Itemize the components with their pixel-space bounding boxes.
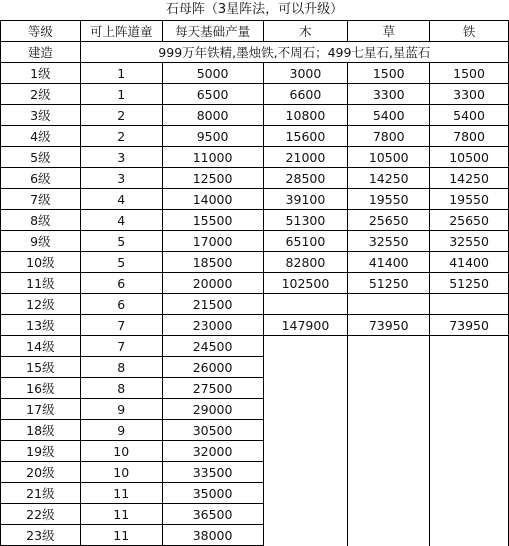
header-grass: 草 (348, 21, 430, 42)
output-cell: 38000 (162, 525, 263, 546)
wood-cell (263, 483, 348, 504)
grass-cell: 32550 (348, 231, 430, 252)
iron-cell: 14250 (430, 168, 509, 189)
header-slots: 可上阵道童 (80, 21, 162, 42)
wood-cell (263, 462, 348, 483)
wood-cell: 65100 (263, 231, 348, 252)
table-row (1, 168, 509, 189)
iron-cell: 1500 (430, 63, 509, 84)
slots-cell: 6 (80, 294, 162, 315)
wood-cell: 6600 (263, 84, 348, 105)
header-level: 等级 (1, 21, 81, 42)
slots-cell: 4 (80, 189, 162, 210)
iron-cell (430, 399, 509, 420)
table-row (1, 105, 509, 126)
slots-cell: 3 (80, 168, 162, 189)
slots-cell: 7 (80, 336, 162, 357)
slots-cell: 10 (80, 441, 162, 462)
level-cell: 18级 (1, 420, 81, 441)
build-row (1, 42, 509, 63)
slots-cell: 10 (80, 462, 162, 483)
slots-cell: 2 (80, 126, 162, 147)
grass-cell: 10500 (348, 147, 430, 168)
table-row (1, 483, 509, 504)
wood-cell (263, 441, 348, 462)
wood-cell: 39100 (263, 189, 348, 210)
header-wood: 木 (263, 21, 348, 42)
iron-cell (430, 420, 509, 441)
output-cell: 8000 (162, 105, 263, 126)
iron-cell: 25650 (430, 210, 509, 231)
level-cell: 20级 (1, 462, 81, 483)
table-row (1, 189, 509, 210)
output-cell: 21500 (162, 294, 263, 315)
table-row (1, 399, 509, 420)
slots-cell: 11 (80, 525, 162, 546)
grass-cell (348, 483, 430, 504)
iron-cell: 19550 (430, 189, 509, 210)
slots-cell: 3 (80, 147, 162, 168)
build-label: 建造 (1, 42, 81, 63)
output-cell: 36500 (162, 504, 263, 525)
grass-cell: 51250 (348, 273, 430, 294)
grass-cell (348, 336, 430, 357)
table-row (1, 378, 509, 399)
iron-cell (430, 357, 509, 378)
level-cell: 3级 (1, 105, 81, 126)
slots-cell: 1 (80, 63, 162, 84)
table-row (1, 294, 509, 315)
grass-cell (348, 357, 430, 378)
slots-cell: 5 (80, 252, 162, 273)
level-cell: 11级 (1, 273, 81, 294)
header-row (1, 21, 509, 42)
table-row (1, 420, 509, 441)
iron-cell (430, 336, 509, 357)
table-row (1, 147, 509, 168)
level-cell: 13级 (1, 315, 81, 336)
grass-cell: 19550 (348, 189, 430, 210)
slots-cell: 1 (80, 84, 162, 105)
grass-cell (348, 441, 430, 462)
output-cell: 27500 (162, 378, 263, 399)
grass-cell: 1500 (348, 63, 430, 84)
wood-cell: 3000 (263, 63, 348, 84)
slots-cell: 2 (80, 105, 162, 126)
stone-array-table (0, 20, 509, 546)
wood-cell: 51300 (263, 210, 348, 231)
slots-cell: 5 (80, 231, 162, 252)
wood-cell (263, 525, 348, 546)
level-cell: 15级 (1, 357, 81, 378)
table-row (1, 315, 509, 336)
level-cell: 17级 (1, 399, 81, 420)
wood-cell (263, 420, 348, 441)
table-row (1, 441, 509, 462)
wood-cell (263, 336, 348, 357)
iron-cell (430, 462, 509, 483)
iron-cell: 7800 (430, 126, 509, 147)
grass-cell: 3300 (348, 84, 430, 105)
table-row (1, 504, 509, 525)
table-row (1, 252, 509, 273)
grass-cell: 5400 (348, 105, 430, 126)
slots-cell: 8 (80, 357, 162, 378)
grass-cell (348, 378, 430, 399)
grass-cell (348, 399, 430, 420)
table-row (1, 84, 509, 105)
iron-cell: 5400 (430, 105, 509, 126)
level-cell: 21级 (1, 483, 81, 504)
slots-cell: 11 (80, 483, 162, 504)
grass-cell: 14250 (348, 168, 430, 189)
output-cell: 11000 (162, 147, 263, 168)
slots-cell: 11 (80, 504, 162, 525)
iron-cell: 73950 (430, 315, 509, 336)
output-cell: 29000 (162, 399, 263, 420)
output-cell: 23000 (162, 315, 263, 336)
grass-cell: 7800 (348, 126, 430, 147)
table-row (1, 126, 509, 147)
table-row (1, 357, 509, 378)
slots-cell: 9 (80, 399, 162, 420)
output-cell: 35000 (162, 483, 263, 504)
grass-cell (348, 420, 430, 441)
grass-cell: 41400 (348, 252, 430, 273)
slots-cell: 6 (80, 273, 162, 294)
grass-cell (348, 504, 430, 525)
level-cell: 5级 (1, 147, 81, 168)
output-cell: 20000 (162, 273, 263, 294)
output-cell: 15500 (162, 210, 263, 231)
grass-cell (348, 525, 430, 546)
slots-cell: 7 (80, 315, 162, 336)
output-cell: 17000 (162, 231, 263, 252)
output-cell: 6500 (162, 84, 263, 105)
level-cell: 19级 (1, 441, 81, 462)
iron-cell (430, 504, 509, 525)
level-cell: 10级 (1, 252, 81, 273)
output-cell: 12500 (162, 168, 263, 189)
output-cell: 9500 (162, 126, 263, 147)
iron-cell (430, 294, 509, 315)
slots-cell: 9 (80, 420, 162, 441)
header-output: 每天基础产量 (162, 21, 263, 42)
table-title: 石母阵（3星阵法，可以升级） (165, 2, 344, 17)
wood-cell: 147900 (263, 315, 348, 336)
level-cell: 6级 (1, 168, 81, 189)
iron-cell (430, 483, 509, 504)
wood-cell: 82800 (263, 252, 348, 273)
level-cell: 14级 (1, 336, 81, 357)
iron-cell: 3300 (430, 84, 509, 105)
iron-cell: 32550 (430, 231, 509, 252)
level-cell: 12级 (1, 294, 81, 315)
iron-cell: 10500 (430, 147, 509, 168)
iron-cell: 51250 (430, 273, 509, 294)
slots-cell: 4 (80, 210, 162, 231)
level-cell: 9级 (1, 231, 81, 252)
level-cell: 2级 (1, 84, 81, 105)
wood-cell: 102500 (263, 273, 348, 294)
table-row (1, 462, 509, 483)
level-cell: 4级 (1, 126, 81, 147)
output-cell: 18500 (162, 252, 263, 273)
wood-cell: 10800 (263, 105, 348, 126)
grass-cell: 73950 (348, 315, 430, 336)
level-cell: 22级 (1, 504, 81, 525)
wood-cell (263, 504, 348, 525)
output-cell: 26000 (162, 357, 263, 378)
level-cell: 8级 (1, 210, 81, 231)
wood-cell: 15600 (263, 126, 348, 147)
table-row (1, 63, 509, 84)
table-row (1, 273, 509, 294)
table-row (1, 525, 509, 546)
output-cell: 30500 (162, 420, 263, 441)
build-cost: 999万年铁精,墨烛铁,不周石；499七星石,星蓝石 (80, 42, 508, 63)
iron-cell: 41400 (430, 252, 509, 273)
wood-cell (263, 357, 348, 378)
output-cell: 14000 (162, 189, 263, 210)
output-cell: 33500 (162, 462, 263, 483)
grass-cell: 25650 (348, 210, 430, 231)
table-row (1, 210, 509, 231)
wood-cell (263, 294, 348, 315)
output-cell: 5000 (162, 63, 263, 84)
iron-cell (430, 441, 509, 462)
table-row (1, 231, 509, 252)
grass-cell (348, 462, 430, 483)
table-row (1, 336, 509, 357)
wood-cell (263, 399, 348, 420)
level-cell: 16级 (1, 378, 81, 399)
slots-cell: 8 (80, 378, 162, 399)
level-cell: 7级 (1, 189, 81, 210)
iron-cell (430, 378, 509, 399)
iron-cell (430, 525, 509, 546)
grass-cell (348, 294, 430, 315)
wood-cell: 28500 (263, 168, 348, 189)
output-cell: 24500 (162, 336, 263, 357)
wood-cell: 21000 (263, 147, 348, 168)
level-cell: 1级 (1, 63, 81, 84)
header-iron: 铁 (430, 21, 509, 42)
level-cell: 23级 (1, 525, 81, 546)
output-cell: 32000 (162, 441, 263, 462)
wood-cell (263, 378, 348, 399)
